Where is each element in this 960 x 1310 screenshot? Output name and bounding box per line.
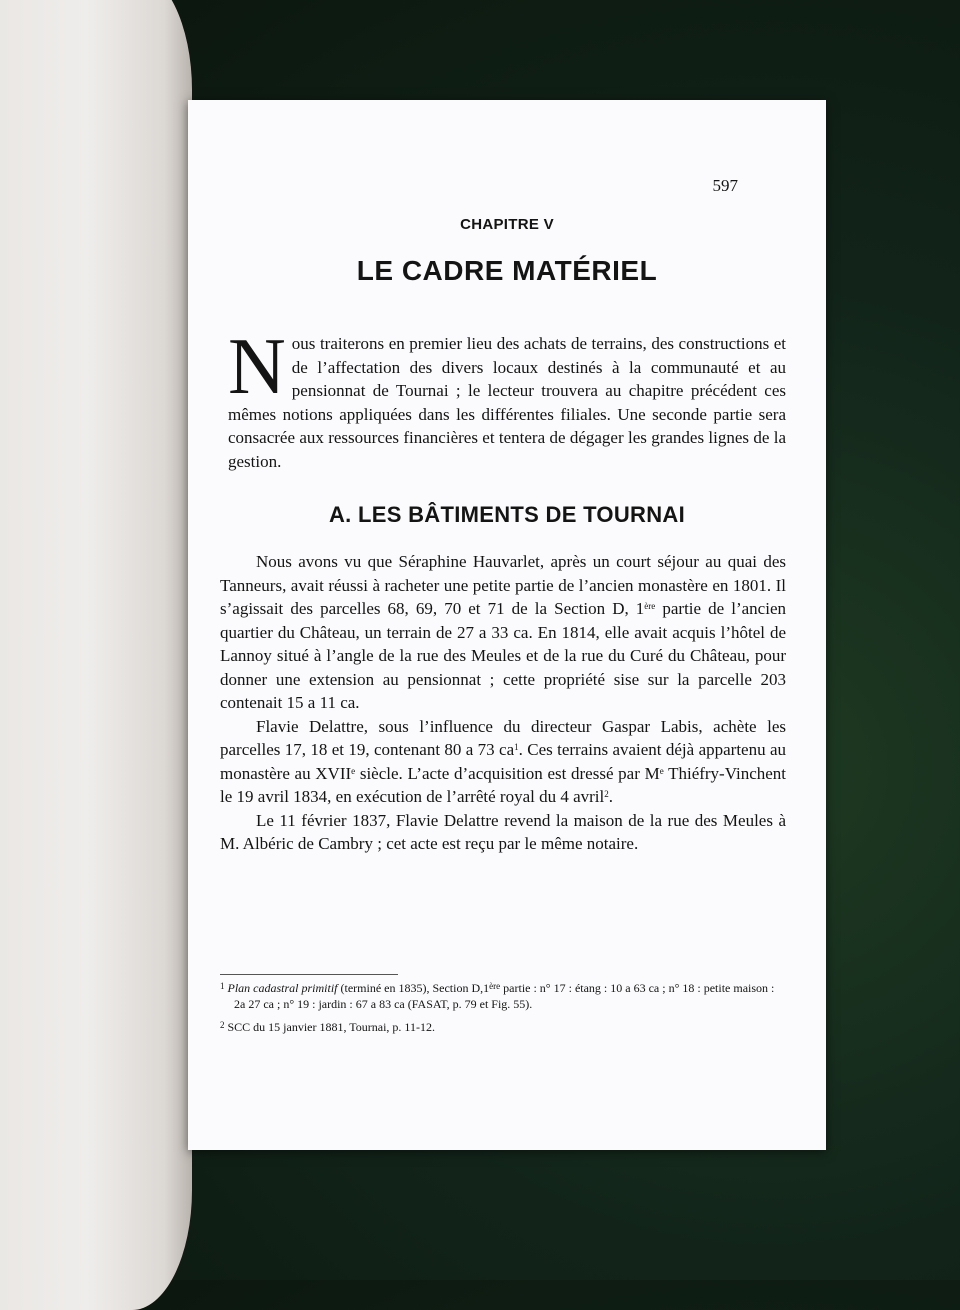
left-page bbox=[0, 0, 192, 1310]
superscript: ère bbox=[644, 601, 656, 611]
chapter-label: CHAPITRE V bbox=[460, 216, 554, 233]
footnote-ref-2: 2 bbox=[604, 789, 609, 799]
intro-text: ous traiterons en premier lieu des achats de terrains, des constructions et de l’affectation des divers locaux destinés à la communauté et au pensionnat de Tournai ; le lecteur trouvera au chapitre précédent ces mêmes notions appliquées dans les différentes filiales. Une seconde partie sera consacrée aux ressources financières et tentera de dégager les grandes lignes de la gestion. bbox=[228, 334, 786, 471]
chapter-title: LE CADRE MATÉRIEL bbox=[356, 255, 658, 286]
footnote-2: $^2$ SCC du 15 janvier 1881, Tournai, p. 11-12. bbox=[220, 1020, 435, 1034]
footnote-ref-1: 1 bbox=[514, 742, 519, 752]
body-text bbox=[220, 550, 786, 856]
paragraph-1: Nous avons vu que Séraphine Hauvarlet, après un court séjour au quai des Tanneurs, avait réussi à racheter une petite partie de l’ancien monastère en 1801. Il s’agissait des parcelles 68, 69, 70 et 71 de la Section D, 1ère partie de l’ancien quartier du Château, un terrain de 27 a 33 ca. En 1814, elle avait acquis l’hôtel de Lannoy situé à l’angle de la rue des Meules et de la rue du Curé du Château, pour donner une extension au pensionnat ; cette propriété sise sur la parcelle 203 contenait 15 a 11 ca. bbox=[220, 552, 786, 712]
section-title: A. LES BÂTIMENTS DE TOURNAI bbox=[328, 502, 686, 527]
superscript: e bbox=[351, 765, 356, 776]
footnotes bbox=[220, 980, 786, 1042]
drop-cap: N bbox=[228, 323, 286, 411]
footnote-1: $^1$ Plan cadastral primitif (terminé en 1835), Section D,1ère partie : n° 17 : étang : 10 a 63 ca ; n° 18 : petite maison : 2a 27 ca ; n° 19 : jardin : 67 a 83 ca (FASAT, p. 79 et Fig. 55). bbox=[220, 981, 775, 1011]
paragraph-3: Le 11 février 1837, Flavie Delattre revend la maison de la rue des Meules à M. Albéric de Cambry ; cet acte est reçu par le même notaire. bbox=[220, 810, 786, 853]
page-number: 597 bbox=[712, 176, 738, 195]
paragraph-2: Flavie Delattre, sous l’influence du directeur Gaspar Labis, achète les parcelles 17, 18 et 19, contenant 80 a 73 $ca^1$. Ces terrains avaient déjà appartenu au monastère au XVIIe siècle. L’acte d’acquisition est dressé par Me Thiéfry-Vinchent le 19 avril 1834, en exécution de l’arrêté royal du 4 avril$^2$. bbox=[220, 716, 787, 806]
superscript: e bbox=[659, 765, 664, 776]
intro-paragraph bbox=[228, 323, 786, 473]
book-page bbox=[188, 100, 826, 1150]
footnote-rule bbox=[220, 974, 398, 975]
